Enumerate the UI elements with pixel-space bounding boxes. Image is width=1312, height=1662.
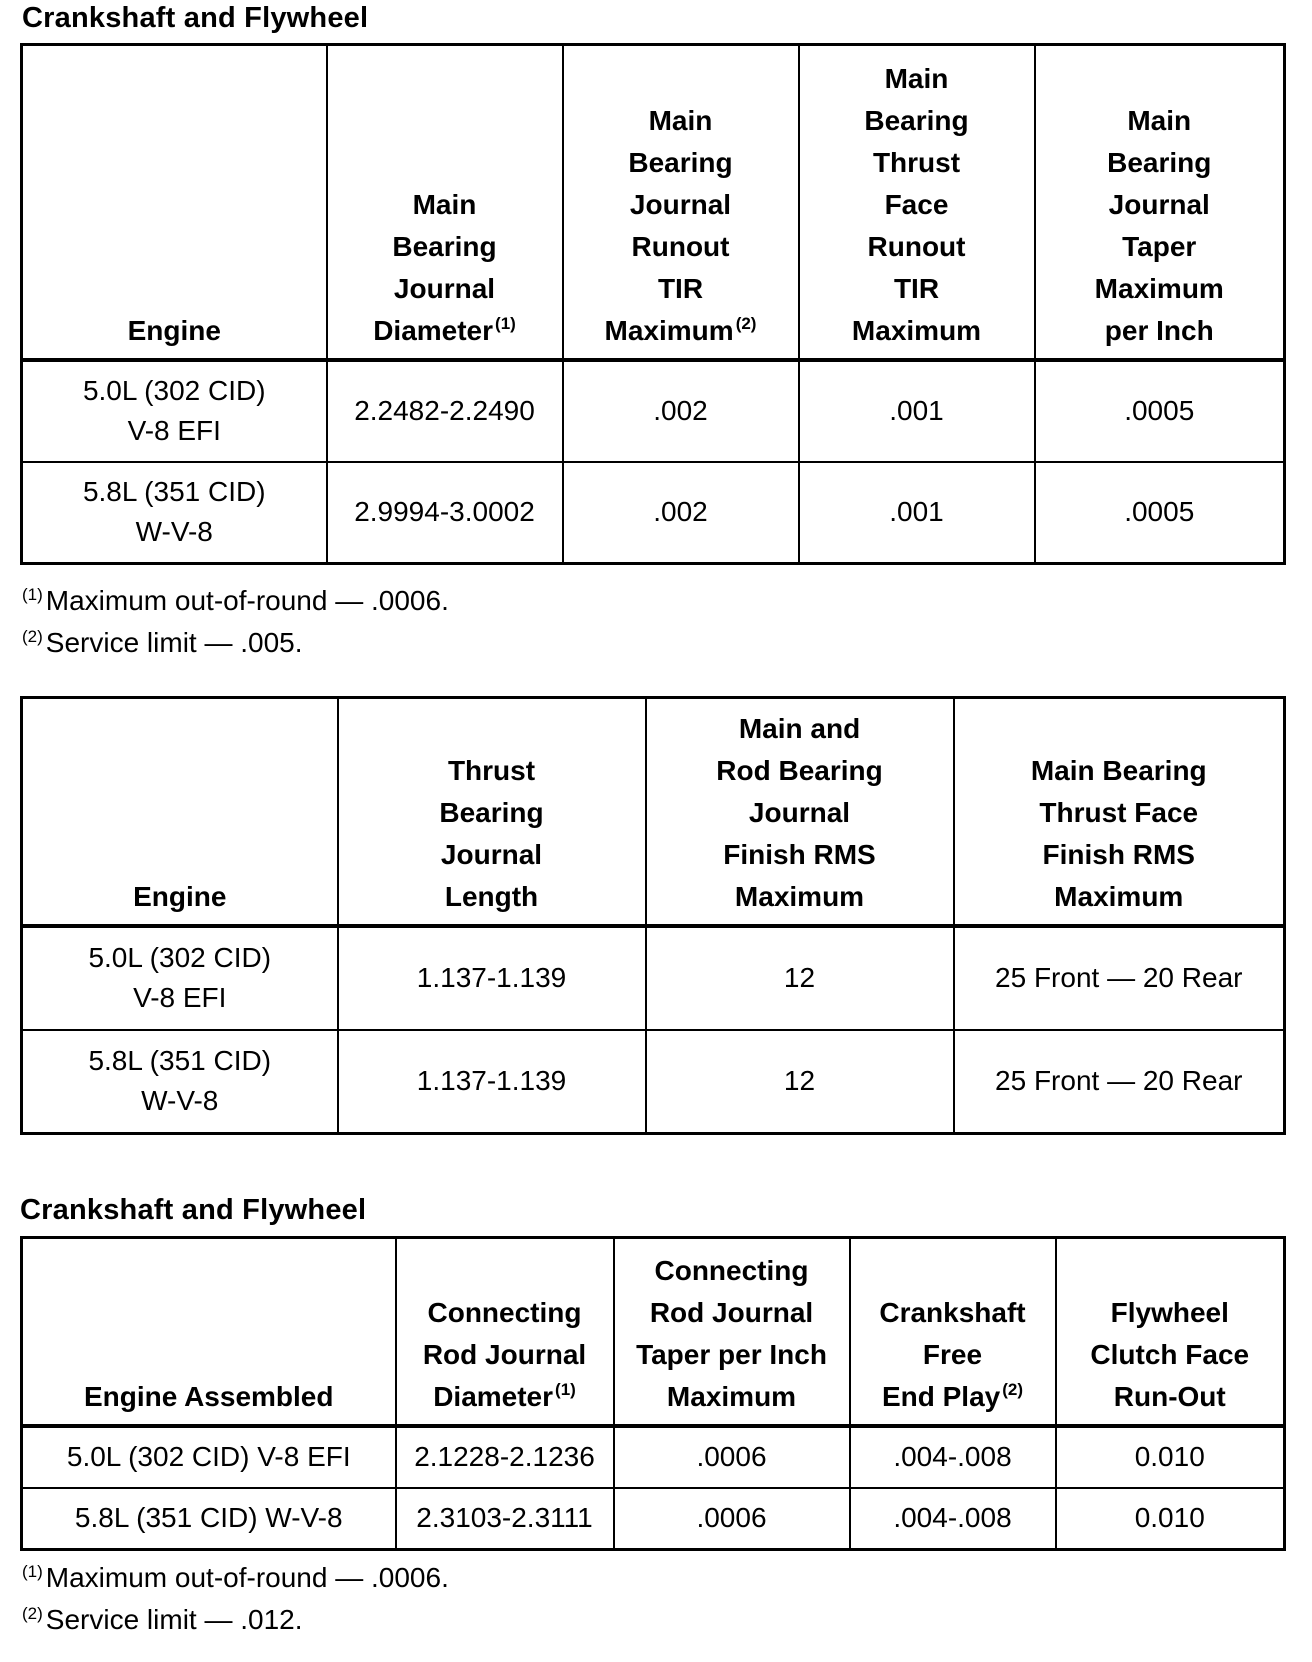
header-journal-finish-rms: Main and Rod Bearing Journal Finish RMS Maximum bbox=[646, 698, 954, 926]
footnote-2: $^{(2)}$ Service limit — .005. bbox=[22, 626, 303, 658]
header-thrust-face-finish-rms: Main Bearing Thrust Face Finish RMS Maximum bbox=[954, 698, 1285, 926]
cell-engine: 5.8L (351 CID) W-V-8 bbox=[22, 1030, 338, 1134]
cell-thrust-face-finish: 25 Front — 20 Rear bbox=[954, 926, 1285, 1030]
cell-journal-taper: .0005 bbox=[1035, 360, 1285, 462]
connecting-rod-table bbox=[20, 1236, 1286, 1551]
cell-journal-diameter: 2.9994-3.0002 bbox=[327, 462, 563, 564]
cell-engine: 5.8L (351 CID) W-V-8 bbox=[22, 1488, 396, 1550]
footnote-2: $^{(2)}$ Service limit — .012. bbox=[22, 1603, 303, 1635]
footnote-1: $^{(1)}$ Maximum out-of-round — .0006. bbox=[22, 584, 449, 616]
header-connecting-rod-journal-diameter: Connecting Rod Journal Diameter $^{(1)}$ bbox=[396, 1238, 614, 1426]
header-connecting-rod-journal-taper: Connecting Rod Journal Taper per Inch Maximum bbox=[614, 1238, 850, 1426]
cell-rod-journal-taper: .0006 bbox=[614, 1488, 850, 1550]
table-row bbox=[22, 462, 1285, 564]
cell-end-play: .004-.008 bbox=[850, 1426, 1056, 1488]
cell-rod-journal-taper: .0006 bbox=[614, 1426, 850, 1488]
main-bearing-table bbox=[20, 43, 1286, 565]
header-crankshaft-free-end-play: Crankshaft Free End Play $^{(2)}$ bbox=[850, 1238, 1056, 1426]
cell-thrust-face-finish: 25 Front — 20 Rear bbox=[954, 1030, 1285, 1134]
table-row bbox=[22, 1030, 1285, 1134]
cell-thrust-face-runout: .001 bbox=[799, 462, 1035, 564]
table-row bbox=[22, 360, 1285, 462]
table-row bbox=[22, 1426, 1285, 1488]
header-engine: Engine bbox=[22, 45, 327, 360]
cell-end-play: .004-.008 bbox=[850, 1488, 1056, 1550]
header-flywheel-clutch-face-runout: Flywheel Clutch Face Run-Out bbox=[1056, 1238, 1285, 1426]
cell-journal-runout: .002 bbox=[563, 462, 799, 564]
header-main-bearing-journal-taper: Main Bearing Journal Taper Maximum per Inch bbox=[1035, 45, 1285, 360]
table-row bbox=[22, 1488, 1285, 1550]
cell-engine: 5.0L (302 CID) V-8 EFI bbox=[22, 360, 327, 462]
cell-clutch-face-runout: 0.010 bbox=[1056, 1426, 1285, 1488]
table-row bbox=[22, 926, 1285, 1030]
cell-journal-length: 1.137-1.139 bbox=[338, 1030, 646, 1134]
cell-engine: 5.0L (302 CID) V-8 EFI bbox=[22, 926, 338, 1030]
cell-clutch-face-runout: 0.010 bbox=[1056, 1488, 1285, 1550]
footnote-1: $^{(1)}$ Maximum out-of-round — .0006. bbox=[22, 1561, 449, 1593]
cell-thrust-face-runout: .001 bbox=[799, 360, 1035, 462]
section3-title: Crankshaft and Flywheel bbox=[20, 1194, 367, 1226]
cell-rod-journal-diameter: 2.1228-2.1236 bbox=[396, 1426, 614, 1488]
cell-journal-taper: .0005 bbox=[1035, 462, 1285, 564]
cell-journal-finish: 12 bbox=[646, 1030, 954, 1134]
cell-engine: 5.0L (302 CID) V-8 EFI bbox=[22, 1426, 396, 1488]
cell-engine: 5.8L (351 CID) W-V-8 bbox=[22, 462, 327, 564]
cell-journal-runout: .002 bbox=[563, 360, 799, 462]
cell-rod-journal-diameter: 2.3103-2.3111 bbox=[396, 1488, 614, 1550]
header-main-bearing-journal-diameter: Main Bearing Journal Diameter $^{(1)}$ bbox=[327, 45, 563, 360]
cell-journal-length: 1.137-1.139 bbox=[338, 926, 646, 1030]
header-engine: Engine bbox=[22, 698, 338, 926]
section1-title: Crankshaft and Flywheel bbox=[22, 2, 369, 34]
header-engine-assembled: Engine Assembled bbox=[22, 1238, 396, 1426]
cell-journal-finish: 12 bbox=[646, 926, 954, 1030]
thrust-bearing-table bbox=[20, 696, 1286, 1135]
header-main-bearing-journal-runout: Main Bearing Journal Runout TIR Maximum $^{(2)}$ bbox=[563, 45, 799, 360]
header-thrust-bearing-journal-length: Thrust Bearing Journal Length bbox=[338, 698, 646, 926]
cell-journal-diameter: 2.2482-2.2490 bbox=[327, 360, 563, 462]
header-main-bearing-thrust-face-runout: Main Bearing Thrust Face Runout TIR Maximum bbox=[799, 45, 1035, 360]
